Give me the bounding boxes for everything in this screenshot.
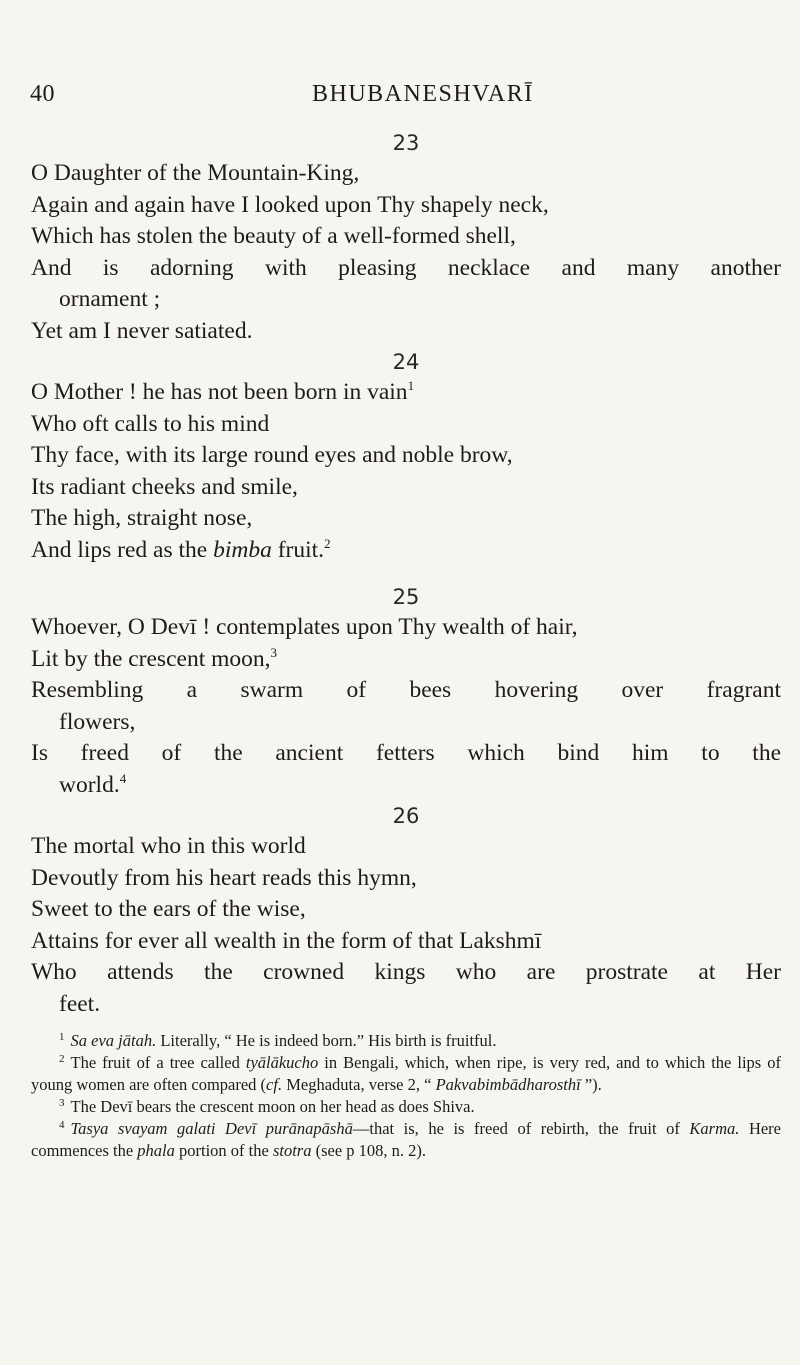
- verse-line: And is adorning with pleasing necklace and many another: [31, 254, 781, 281]
- footnote-1: $^1$ Sa eva jātah. Literally, “ He is indeed born.” His birth is fruitful.: [59, 1031, 497, 1050]
- verse-line: [31, 770, 781, 802]
- verse-text: world.: [59, 771, 120, 798]
- verse-line: Thy face, with its large round eyes and noble brow,: [31, 442, 513, 468]
- footnote-2: $^2$ The fruit of a tree called tyālākucho in Bengali, which, when ripe, is very red, and to which the lips of young women are often compared (cf. Meghaduta, verse 2, “ Pakvabimbādharosthī ”).: [31, 1053, 781, 1094]
- verse-line: [31, 644, 781, 676]
- footnote-number: 3: [59, 1097, 65, 1109]
- verse-italic: bimba: [213, 536, 272, 563]
- stanza-number: 23: [392, 131, 420, 155]
- footnote-marker[interactable]: 3: [270, 644, 277, 660]
- stanza-number: 25: [392, 585, 420, 609]
- footnotes: [31, 1030, 781, 1162]
- verse-line: Attains for ever all wealth in the form of that Lakshmī: [31, 927, 542, 954]
- verse-line: The mortal who in this world: [31, 833, 306, 859]
- stanza-26: [31, 801, 781, 1020]
- page-number: 40: [30, 81, 55, 107]
- footnote-marker[interactable]: 4: [119, 770, 127, 786]
- verse-line: Again and again have I looked upon Thy shapely neck,: [31, 191, 549, 218]
- verse-line: [31, 377, 781, 409]
- verse-line: Its radiant cheeks and smile,: [31, 473, 298, 500]
- stanza-25: [31, 582, 781, 801]
- footnote-number: 1: [59, 1031, 65, 1043]
- stanza-number: 26: [392, 804, 420, 828]
- verse-text: fruit.: [271, 536, 325, 563]
- stanza-23: [31, 128, 781, 347]
- verse-line: Resembling a swarm of bees hovering over fragrant: [31, 677, 781, 703]
- verse-line: ornament ;: [59, 286, 161, 312]
- page-content: [31, 128, 781, 1162]
- footnote-3: $^3$ The Devī bears the crescent moon on her head as does Shiva.: [59, 1097, 475, 1116]
- verse-line: Who attends the crowned kings who are prostrate at Her: [31, 959, 781, 985]
- footnote-number: 4: [59, 1119, 65, 1131]
- footnote-marker[interactable]: 1: [407, 378, 415, 393]
- verse-line: Which has stolen the beauty of a well-formed shell,: [31, 223, 516, 249]
- verse-line: Sweet to the ears of the wise,: [31, 896, 306, 922]
- verse-line: [31, 535, 781, 567]
- verse-line: feet.: [59, 990, 101, 1017]
- verse-line: O Daughter of the Mountain-King,: [31, 160, 360, 186]
- verse-text: And lips red as the: [31, 536, 214, 563]
- page-header: [0, 81, 800, 115]
- verse-line: Who oft calls to his mind: [31, 410, 270, 437]
- verse-line: Whoever, O Devī ! contemplates upon Thy wealth of hair,: [31, 614, 578, 640]
- verse-line: Is freed of the ancient fetters which bind him to the: [31, 740, 781, 766]
- stanza-24: [31, 347, 781, 566]
- running-head: BHUBANESHVARĪ: [312, 81, 534, 107]
- footnote-number: 2: [59, 1053, 65, 1065]
- verse-text: Lit by the crescent moon,: [31, 645, 271, 672]
- verse-line: The high, straight nose,: [31, 505, 253, 531]
- verse-line: flowers,: [59, 708, 136, 735]
- footnote-4: $^4$ Tasya svayam galati Devī purānapāshā—that is, he is freed of rebirth, the fruit of Karma. Here commences the phala portion of the stotra (see p 108, n. 2).: [31, 1119, 782, 1160]
- verse-text: O Mother ! he has not been born in vain: [31, 379, 408, 405]
- verse-line: Devoutly from his heart reads this hymn,: [31, 864, 417, 891]
- footnote-marker[interactable]: 2: [324, 535, 331, 551]
- stanza-number: 24: [392, 350, 420, 374]
- verse-line: Yet am I never satiated.: [31, 317, 253, 344]
